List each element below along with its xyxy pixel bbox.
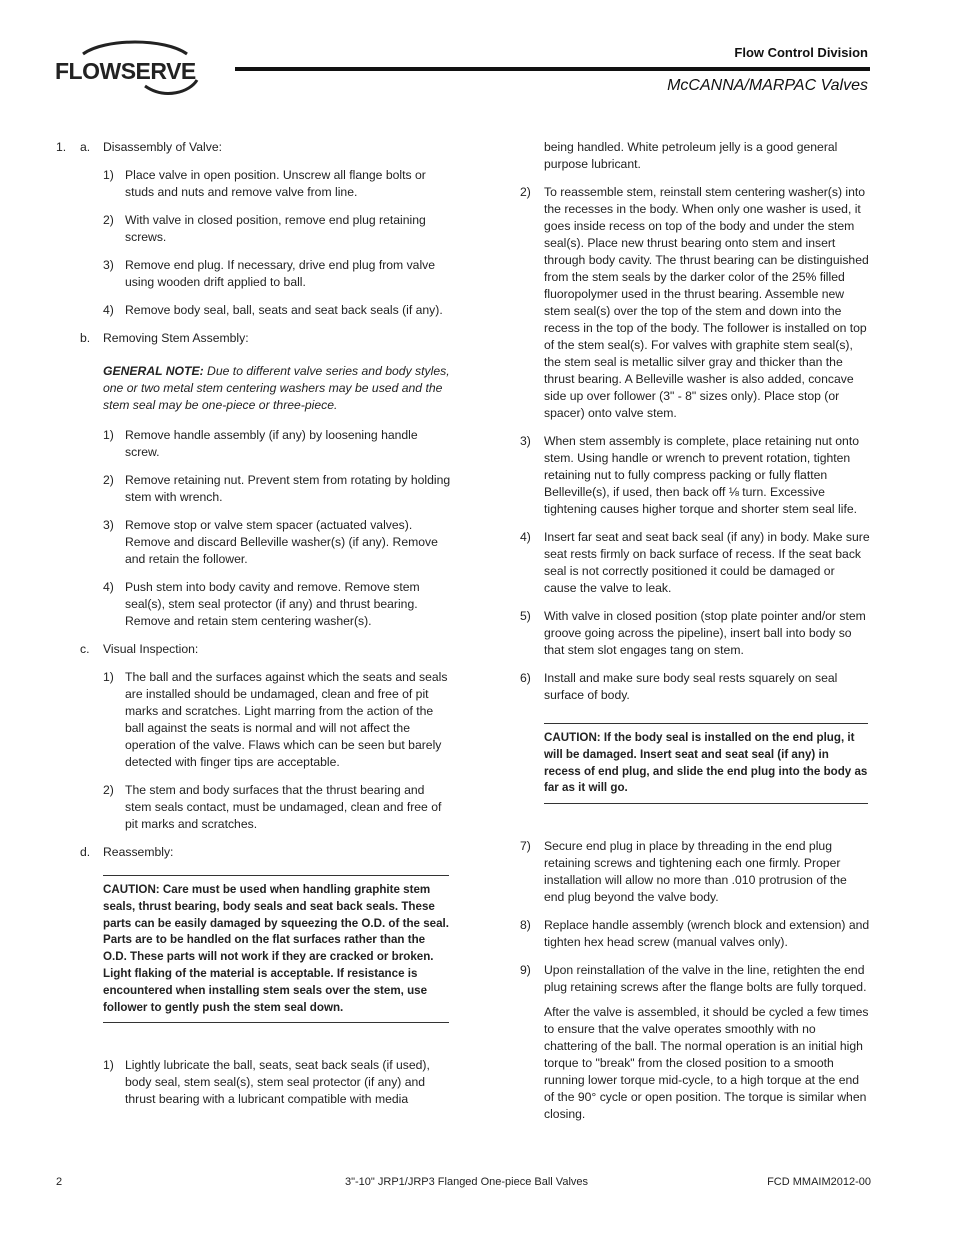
item-text: Replace handle assembly (wrench block and extension) and tighten hex head screw (manual valves only). xyxy=(544,918,870,950)
list-item xyxy=(520,184,870,422)
list-item xyxy=(520,917,870,951)
list-item xyxy=(520,962,870,996)
note-label: GENERAL NOTE: xyxy=(103,364,204,378)
list-item xyxy=(56,669,451,771)
section-a xyxy=(56,139,451,156)
item-number: 1) xyxy=(103,168,114,182)
section-label: a. xyxy=(80,140,91,154)
section-title: Reassembly: xyxy=(103,845,174,859)
list-item xyxy=(56,579,451,630)
item-number: 9) xyxy=(520,963,531,978)
header-rule xyxy=(235,67,870,71)
item-number: 2) xyxy=(103,213,114,227)
item-text: Remove end plug. If necessary, drive end plug from valve using wooden drift applied to ball. xyxy=(125,258,436,289)
item-text: With valve in closed position, remove end plug retaining screws. xyxy=(125,213,426,244)
item-number: 4) xyxy=(520,530,531,544)
item-text: Install and make sure body seal rests squarely on seal surface of body. xyxy=(544,671,838,702)
list-item xyxy=(56,1057,451,1108)
item-number: 2) xyxy=(103,783,114,797)
item-text: Secure end plug in place by threading in the end plug retaining screws and tightening each one firmly. Proper installation will allow no more than .010 protrusion of the end plug beyond the valve body. xyxy=(544,839,847,905)
item-text: When stem assembly is complete, place retaining nut onto stem. Using handle or wrench to prevent rotation, tighten retaining nut to fully compress packing or fully flatten Belleville(s), if used, then back off ⅛ turn. Excessive tightening causes higher torque and shorter stem seal life. xyxy=(544,434,860,516)
closing-paragraph: After the valve is assembled, it should be cycled a few times to ensure that the valve operates smoothly with no chattering of the ball. The normal operation is an initial high torque to "break" from the closed position to a smooth running lower torque mid-cycle, to a high torque at the end of the 90° cycle or open position. The torque is similar when closing. xyxy=(544,1005,869,1122)
item-text: Lightly lubricate the ball, seats, seat back seals (if used), body seal, stem seal(s), stem seal protector (if any) and thrust bearing with a lubricant compatible with media xyxy=(125,1058,430,1107)
section-label: c. xyxy=(80,642,90,656)
item-text: With valve in closed position (stop plate pointer and/or stem groove going across the pipeline), insert ball into body so that stem slot engages tang on stem. xyxy=(544,609,866,657)
item-text: The stem and body surfaces that the thrust bearing and stem seals contact, must be undamaged, clean and free of pit marks and scratches. xyxy=(125,783,442,831)
item-number: 1) xyxy=(103,670,114,684)
section-title: Visual Inspection: xyxy=(103,642,199,656)
section-c xyxy=(56,641,451,658)
item-text: Insert far seat and seat back seal (if any) in body. Make sure seat rests firmly on back surface of recess. If the seat back seal is not correctly positioned it could be damaged or cause the valve to leak. xyxy=(544,530,870,595)
step-number: 1. xyxy=(56,140,67,154)
item-text: Remove retaining nut. Prevent stem from rotating by holding stem with wrench. xyxy=(125,473,451,504)
list-item xyxy=(520,433,870,518)
section-b xyxy=(56,330,451,347)
logo-text: FLOWSERVE xyxy=(55,58,196,84)
item-number: 2) xyxy=(520,185,531,199)
item-number: 7) xyxy=(520,839,531,854)
caution-box: CAUTION: If the body seal is installed on the end plug, it will be damaged. Insert seat and seat seal (if any) in recess of end plug, and slide the end plug into the body as far as it will go. xyxy=(544,723,868,804)
list-item xyxy=(520,838,870,906)
continued-text: being handled. White petroleum jelly is a good general purpose lubricant. xyxy=(544,140,838,171)
footer-title: 3"-10" JRP1/JRP3 Flanged One-piece Ball Valves xyxy=(345,1176,589,1188)
item-number: 3) xyxy=(103,518,114,532)
item-number: 3) xyxy=(103,258,114,272)
item-number: 8) xyxy=(520,918,531,933)
section-label: b. xyxy=(80,331,91,345)
list-item xyxy=(56,257,451,291)
list-item xyxy=(520,608,870,659)
list-item xyxy=(56,167,451,201)
item-number: 6) xyxy=(520,671,531,685)
item-text: Place valve in open position. Unscrew all flange bolts or studs and nuts and remove valve from line. xyxy=(125,168,426,199)
left-column xyxy=(56,139,451,1119)
section-label: d. xyxy=(80,845,91,859)
right-column xyxy=(520,139,870,1134)
note-text: Due to different valve series and body styles, one or two metal stem centering washers may be used and the stem seal may be one-piece or three-piece. xyxy=(103,364,450,412)
item-text: Remove body seal, ball, seats and seat back seals (if any). xyxy=(125,303,443,317)
caution-box: CAUTION: Care must be used when handling graphite stem seals, thrust bearing, body seals and seat back seals. These parts can be easily damaged by squeezing the O.D. of the seal. Parts are to be handled on the flat surfaces rather than the O.D. These parts will not work if they are cracked or broken. Light flaking of the material is acceptable. If resistance is encountered when installing stem seals over the stem, use follower to gently push the stem seal down. xyxy=(103,875,449,1023)
item-number: 1) xyxy=(103,428,114,442)
section-d xyxy=(56,844,451,861)
item-text: The ball and the surfaces against which the seats and seals are installed should be undamaged, clean and free of pit marks and scratches. Light marring from the action of the ball against the seats is normal and will not affect the operation of the valve. Flaws which can be seen but barely detected with finger tips are acceptable. xyxy=(125,670,448,769)
general-note xyxy=(56,363,451,414)
section-title: Removing Stem Assembly: xyxy=(103,331,249,345)
document-code: FCD MMAIM2012-00 xyxy=(767,1176,871,1188)
list-item xyxy=(56,472,451,506)
item-number: 4) xyxy=(103,303,114,317)
item-number: 3) xyxy=(520,434,531,448)
flowserve-logo xyxy=(55,40,215,98)
division-title: Flow Control Division xyxy=(734,45,868,60)
product-title: McCANNA/MARPAC Valves xyxy=(667,77,868,94)
list-item xyxy=(56,782,451,833)
list-item xyxy=(56,427,451,461)
item-number: 1) xyxy=(103,1058,114,1073)
item-number: 5) xyxy=(520,609,531,623)
list-item xyxy=(56,517,451,568)
list-item xyxy=(520,529,870,597)
list-item xyxy=(56,302,451,319)
item-text: Remove handle assembly (if any) by loosening handle screw. xyxy=(125,428,418,459)
item-text: Upon reinstallation of the valve in the line, retighten the end plug retaining screws after the flange bolts are fully torqued. xyxy=(544,963,867,995)
section-title: Disassembly of Valve: xyxy=(103,140,222,154)
item-number: 2) xyxy=(103,473,114,487)
page-number: 2 xyxy=(56,1176,63,1188)
item-text: To reassemble stem, reinstall stem centering washer(s) into the recesses in the body. When only one washer is used, it goes inside recess on top of the body and under the stem seal(s). Place new thrust bearing onto stem and insert through body cavity. The thrust bearing can be distinguished from the stem seals by the darker color of the 25% filled fluoropolymer used in the thrust bearing. Assemble new stem seal(s) over the top of the stem and down into the recess in the top of the body. The follower is installed on top of the stem seal(s). For valves with graphite stem seal(s), the stem seal is metallic silver gray and thicker than the thrust bearing. A Belleville washer is also added, concave side up over follower (3" - 8" sizes only). Place stop (or spacer) onto valve stem. xyxy=(544,185,869,420)
item-number: 4) xyxy=(103,580,114,594)
item-text: Push stem into body cavity and remove. Remove stem seal(s), stem seal protector (if any) and thrust bearing. Remove and retain stem centering washer(s). xyxy=(125,580,420,628)
list-item xyxy=(56,212,451,246)
list-item xyxy=(520,670,870,704)
item-text: Remove stop or valve stem spacer (actuated valves). Remove and discard Belleville washer(s) (if any). Remove and retain the follower. xyxy=(125,518,438,566)
